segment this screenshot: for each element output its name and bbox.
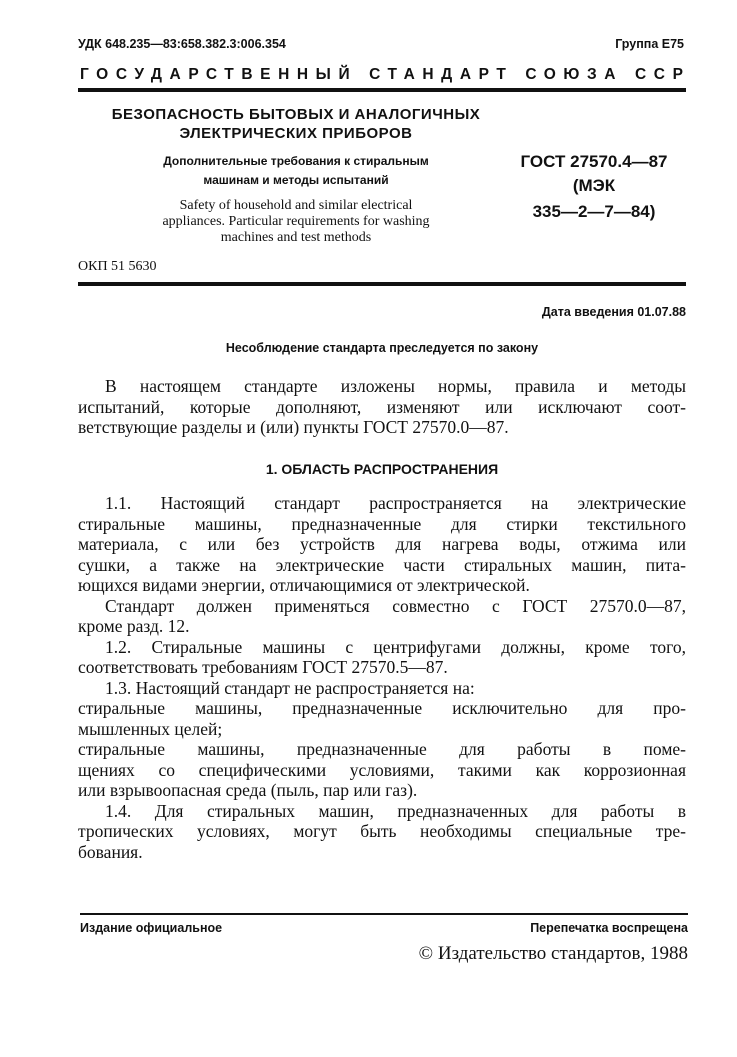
clause-1-1-scope-note	[78, 596, 686, 637]
title-ru-line2: ЭЛЕКТРИЧЕСКИХ ПРИБОРОВ	[179, 125, 413, 142]
clause-1-3-item-industrial	[78, 698, 686, 739]
clause-1-2	[78, 637, 686, 678]
footer-rule	[80, 913, 688, 915]
udc-code: УДК 648.235—83:658.382.3:006.354	[78, 37, 286, 51]
clause-1-1	[78, 493, 686, 596]
text-line: стиральные машины, предназначенные для стирки текстильного	[78, 513, 686, 534]
text-line: ющихся видами энергии, отличающимися от электрической.	[78, 575, 530, 595]
okp-code: ОКП 51 5630	[78, 259, 157, 274]
text-line: стиральные машины, предназначенные для работы в поме-	[78, 739, 686, 759]
title-en-line1: Safety of household and similar electrical	[179, 198, 413, 213]
subtitle-ru-line1: Дополнительные требования к стиральным	[163, 154, 429, 168]
iec-reference-line1: (МЭК	[572, 176, 616, 195]
text-line: кроме разд. 12.	[78, 616, 190, 636]
subtitle-ru-line2: машинам и методы испытаний	[203, 173, 389, 187]
legal-notice: Несоблюдение стандарта преследуется по закону	[225, 341, 539, 355]
clause-1-4	[78, 801, 686, 863]
state-standard-banner: ГОСУДАРСТВЕННЫЙ СТАНДАРТ СОЮЗА ССР	[80, 66, 691, 83]
text-line: 1.1. Настоящий стандарт распространяется на электрические	[105, 493, 686, 513]
section-heading: 1. ОБЛАСТЬ РАСПРОСТРАНЕНИЯ	[265, 461, 499, 477]
gost-number: ГОСТ 27570.4—87	[520, 152, 668, 171]
header-thick-rule	[78, 88, 686, 92]
text-line: материала, с или без устройств для нагрева воды, отжима или	[78, 534, 686, 554]
text-line: 1.4. Для стиральных машин, предназначенных для работы в	[105, 800, 686, 821]
text-line: стиральные машины, предназначенные исключительно для про-	[78, 698, 686, 718]
text-line: мышленных целей;	[78, 718, 223, 739]
intro-line: В настоящем стандарте изложены нормы, правила и методы	[105, 376, 686, 396]
reprint-notice: Перепечатка воспрещена	[530, 921, 688, 935]
text-line: соответствовать требованиям ГОСТ 27570.5—87.	[78, 657, 448, 677]
text-line: Стандарт должен применяться совместно с ГОСТ 27570.0—87,	[105, 595, 686, 616]
effective-date: Дата введения 01.07.88	[541, 305, 686, 319]
clause-1-3-item-special-conditions	[78, 739, 686, 801]
text-line: бования.	[78, 841, 143, 862]
text-line: 1.2. Стиральные машины с центрифугами должны, кроме того,	[105, 636, 686, 657]
iec-reference-line2: 335—2—7—84)	[532, 202, 656, 221]
text-line: щениях со специфическими условиями, такими как коррозионная	[78, 759, 686, 780]
title-ru-line1: БЕЗОПАСНОСТЬ БЫТОВЫХ И АНАЛОГИЧНЫХ	[111, 106, 481, 123]
group-code: Группа Е75	[615, 37, 684, 51]
intro-line: испытаний, которые дополняют, изменяют или исключают соот-	[78, 396, 686, 417]
text-line: или взрывоопасная среда (пыль, пар или газ).	[78, 780, 418, 800]
intro-line: ветствующие разделы и (или) пункты ГОСТ 27570.0—87.	[78, 417, 509, 437]
text-line: 1.3. Настоящий стандарт не распространяется на:	[105, 677, 475, 698]
intro-paragraph	[78, 376, 686, 438]
clause-1-3	[78, 678, 686, 699]
text-line: сушки, а также на электрические части стиральных машин, пита-	[78, 554, 686, 575]
title-block-bottom-rule	[78, 282, 686, 286]
title-en-line3: machines and test methods	[220, 230, 372, 245]
edition-note: Издание официальное	[80, 921, 223, 935]
section-body	[78, 493, 686, 862]
copyright-notice: © Издательство стандартов, 1988	[418, 943, 688, 964]
text-line: тропических условиях, могут быть необходимы специальные тре-	[78, 821, 686, 841]
title-en-line2: appliances. Particular requirements for washing	[162, 214, 430, 229]
